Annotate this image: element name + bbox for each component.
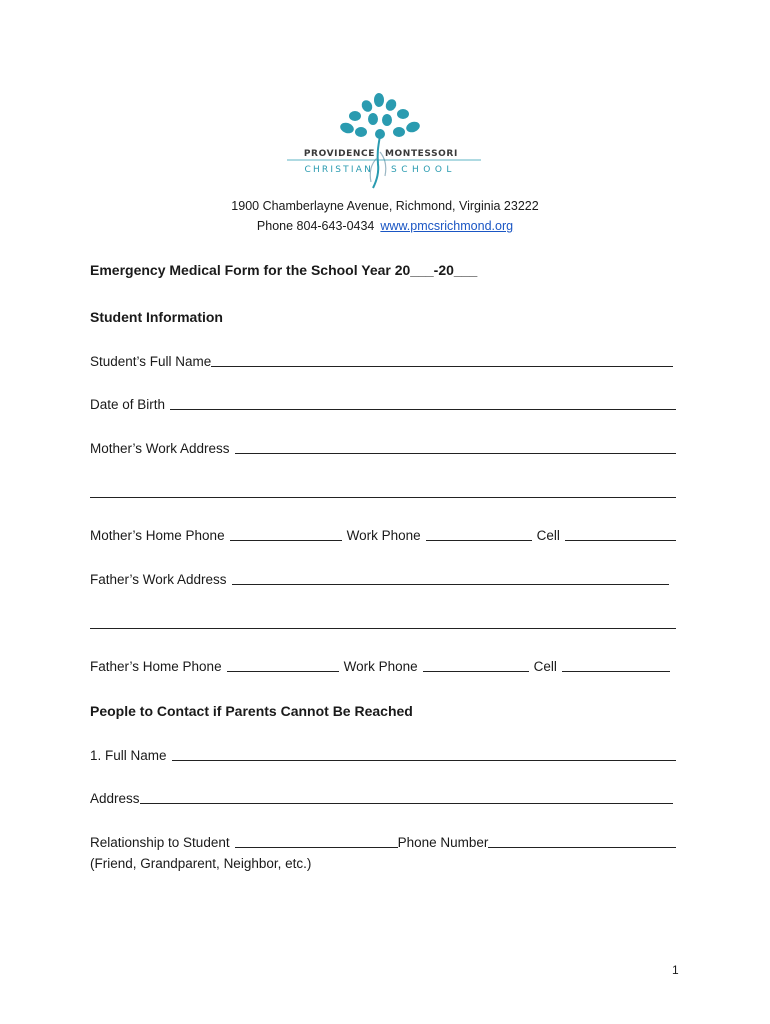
fathers-work-address-label: Father’s Work Address (90, 572, 227, 587)
mothers-work-phone-field[interactable] (426, 540, 532, 541)
contact-address-field[interactable] (140, 803, 673, 804)
date-of-birth-field[interactable] (170, 409, 676, 410)
contact-full-name-label: 1. Full Name (90, 748, 167, 763)
mothers-work-address-field-line-2[interactable] (90, 497, 676, 498)
mothers-home-phone-label: Mother’s Home Phone (90, 528, 225, 543)
fathers-phones-row (90, 657, 670, 675)
mothers-home-phone-field[interactable] (230, 540, 342, 541)
student-full-name-row (90, 352, 673, 370)
tree-logo-icon (281, 92, 487, 190)
school-phone: Phone 804-643-0434 (256, 219, 375, 233)
contacts-section-heading: People to Contact if Parents Cannot Be Reached (90, 703, 413, 719)
fathers-work-phone-field[interactable] (423, 671, 529, 672)
date-of-birth-row (90, 395, 676, 413)
page-number: 1 (672, 963, 679, 977)
school-contact-line (0, 219, 770, 233)
mothers-work-address-row (90, 439, 676, 457)
contact-full-name-field[interactable] (172, 760, 676, 761)
contact-address-label: Address (90, 791, 140, 806)
fathers-work-address-field-line-2[interactable] (90, 628, 676, 629)
fathers-home-phone-label: Father’s Home Phone (90, 659, 222, 674)
fathers-work-address-row (90, 570, 669, 588)
contact-relationship-row (90, 833, 676, 851)
logo-text-christian: CHRISTIAN (304, 165, 373, 175)
logo-text-providence: PROVIDENCE (303, 149, 375, 159)
fathers-work-phone-label: Work Phone (343, 659, 418, 674)
mothers-cell-label: Cell (536, 528, 560, 543)
student-full-name-label: Student’s Full Name (90, 354, 212, 369)
contact-address-row (90, 789, 673, 807)
date-of-birth-label: Date of Birth (90, 397, 166, 412)
contact-full-name-row (90, 746, 676, 764)
student-section-heading: Student Information (90, 309, 223, 325)
fathers-cell-label: Cell (533, 659, 557, 674)
mothers-work-address-field[interactable] (235, 453, 676, 454)
fathers-work-address-field[interactable] (232, 584, 669, 585)
school-website-link[interactable]: www.pmcsrichmond.org (380, 219, 514, 233)
contact-relationship-field[interactable] (235, 847, 398, 848)
contact-relationship-label: Relationship to Student (90, 835, 230, 850)
mothers-work-phone-label: Work Phone (346, 528, 421, 543)
student-full-name-field[interactable] (211, 366, 673, 367)
form-title: Emergency Medical Form for the School Year 20___-20___ (90, 262, 478, 278)
relationship-note: (Friend, Grandparent, Neighbor, etc.) (90, 856, 312, 871)
mothers-phones-row (90, 526, 676, 544)
mothers-cell-field[interactable] (565, 540, 676, 541)
logo-text-school: SCHOOL (391, 165, 456, 175)
contact-phone-number-field[interactable] (488, 847, 676, 848)
logo-text-montessori: MONTESSORI (385, 149, 458, 159)
school-address: 1900 Chamberlayne Avenue, Richmond, Virginia 23222 (231, 199, 539, 213)
school-logo (281, 92, 487, 190)
mothers-work-address-label: Mother’s Work Address (90, 441, 230, 456)
contact-phone-number-label: Phone Number (397, 835, 489, 850)
fathers-home-phone-field[interactable] (227, 671, 339, 672)
fathers-cell-field[interactable] (562, 671, 670, 672)
